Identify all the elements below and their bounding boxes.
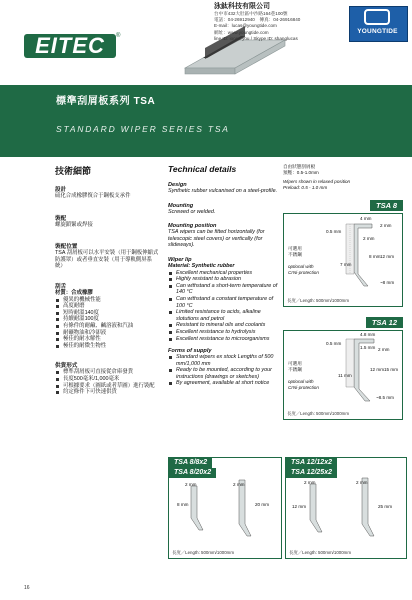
tsa8-8x2-label: TSA 8/8x2 — [169, 458, 212, 468]
registered-mark: ® — [116, 33, 121, 39]
design-text-cn: 硫化合成橡膠復合于鋼板支承件 — [55, 193, 131, 199]
position-text-en: TSA wipers can be fitted horizontally (for telescopic steel covers) or vertically (for slideways). — [168, 229, 265, 249]
dim: 7 mm — [340, 262, 352, 267]
cnc-cn-2: 不銹鋼 — [288, 252, 302, 257]
im-ids: line ID: iooseryou / Skype ID: shanglucas — [214, 35, 298, 41]
dim: 2 mm — [233, 482, 245, 487]
column-chinese — [55, 164, 160, 396]
tsa8-label: TSA 8 — [370, 200, 403, 211]
length-tsa8: 長度／Length: 500mm/1000mm — [287, 298, 349, 303]
phone-fax: 電話：04-26912940 傳真：04-26916840 — [214, 17, 301, 23]
list-item: Can withstand a short-term temperature of 140 °C — [168, 283, 280, 296]
length-tsa12: 長度／Length: 500mm/1000mm — [287, 411, 349, 416]
list-item: Excellent resistance to hydrolysis — [168, 329, 280, 336]
list-item: 極佳的耐微生物性 — [55, 343, 160, 350]
lip-heading-cn: 刮舌 — [55, 283, 67, 290]
dim: 25 mm — [378, 504, 393, 509]
dim: 20 mm — [255, 502, 270, 507]
supply-list-cn — [55, 369, 160, 395]
dim: 2 mm — [363, 236, 375, 241]
list-item: Standard wipers ex stock Lengths of 500 mm/1,000 mm — [168, 354, 280, 367]
dim: 2 mm — [304, 480, 316, 485]
lip-list-cn — [55, 297, 160, 350]
list-item: Resistant to mineral oils and coolants — [168, 322, 280, 329]
youngtide-mark-icon — [364, 9, 390, 25]
list-item: 短時耐溫140度 — [55, 310, 160, 317]
note-cn-2: 預壓：0.5-1.0mm — [283, 170, 319, 175]
list-item: Highly resistant to abrasion — [168, 276, 280, 283]
contact-block — [214, 3, 348, 42]
lip-heading-en: Wiper lip — [168, 256, 192, 263]
dim: ~8.5 mm — [376, 395, 394, 400]
youngtide-label: YOUNGTIDE — [357, 28, 398, 35]
dim: 2 mm — [356, 480, 368, 485]
list-item: 耐礦物油和冷卻液 — [55, 330, 160, 337]
page-number: 16 — [24, 585, 30, 591]
list-item: 有條件的耐鹼、鹹溶液和汽油 — [55, 323, 160, 330]
tsa8-panel — [283, 213, 403, 307]
dim: 2 mm — [185, 482, 197, 487]
website[interactable]: 網址：www.youngtide.com — [214, 29, 269, 35]
supply-heading-cn: 供貨形式 — [55, 363, 78, 370]
list-item: Can withstand a constant temperature of 100 °C — [168, 296, 280, 309]
note-cn-1: 自由狀態刮屑板 — [283, 164, 316, 169]
dim: 0.5 mm — [326, 229, 342, 234]
length-bottom-left: 長度／Length: 500mm/1000mm — [172, 550, 234, 555]
tsa12-panel — [283, 330, 403, 420]
dim: 12 mm — [370, 367, 385, 372]
design-heading-en: Design — [168, 182, 187, 188]
column-drawings — [283, 164, 407, 420]
position-heading-cn: 裝配位置 — [55, 244, 78, 251]
lip-material-en: Material: Synthetic rubber — [168, 262, 235, 269]
title-en: STANDARD WIPER SERIES TSA — [56, 124, 230, 134]
lip-material-cn: 材質：合成橡膠 — [55, 289, 93, 296]
mounting-heading-en: Mounting — [168, 202, 194, 209]
tsa12-label: TSA 12 — [366, 317, 403, 328]
heading-cn: 技術細節 — [55, 166, 92, 176]
company-name: 泳鈦科技有限公司 — [214, 3, 270, 10]
heading-en: Technical details — [168, 164, 237, 174]
title-cn: 標準刮屑板系列 TSA — [56, 96, 156, 107]
list-item: Excellent resistance to microorganisms — [168, 336, 280, 343]
cnc-en-2: CrNi-protection — [288, 270, 319, 275]
cnc-en: optional with — [288, 379, 314, 384]
list-item: By agreement, available at short notice — [168, 380, 280, 387]
list-item: 可根據要求（圖紙或者草圖）進行裝配 — [55, 383, 160, 390]
column-english — [168, 164, 280, 387]
forms-heading-en: Forms of supply — [168, 348, 212, 355]
eitec-logo: EITEC — [24, 34, 116, 58]
cnc-cn: 可選用 — [288, 246, 302, 251]
dim: 0.5 mm — [326, 341, 342, 346]
dim: 11 mm — [338, 373, 352, 378]
dim: 1.5 mm — [360, 345, 376, 350]
dim: 2 mm — [380, 223, 392, 228]
address: 台中市432大肚區中沙路164巷100號 — [214, 11, 288, 16]
list-item: 約定條件下可快速供貨 — [55, 389, 160, 396]
dim: 8 mm — [369, 254, 381, 259]
cnc-cn-2: 不銹鋼 — [288, 367, 302, 372]
cnc-en: optional with — [288, 264, 314, 269]
lip-list-en — [168, 270, 280, 343]
tsa12-variants-panel — [285, 457, 407, 559]
tsa12-12x2-label: TSA 12/12x2 — [286, 458, 337, 468]
dim: 2 mm — [378, 347, 390, 352]
dim: 8 mm — [177, 502, 189, 507]
list-item: 優異的機械性能 — [55, 297, 160, 304]
dim: 12 mm — [380, 254, 395, 259]
list-item: 長度500毫米/1,000毫米 — [55, 376, 160, 383]
cnc-en-2: CrNi-protection — [288, 385, 319, 390]
cnc-cn: 可選用 — [288, 361, 302, 366]
dim: ~8 mm — [380, 280, 395, 285]
list-item: 高度耐磨 — [55, 303, 160, 310]
tsa8-variants-panel — [168, 457, 282, 559]
list-item: 持續耐溫100度 — [55, 316, 160, 323]
mounting-text-en: Screwed or welded. — [168, 208, 216, 215]
length-bottom-right: 長度／Length: 500mm/1000mm — [289, 550, 351, 555]
list-item: 標準刮屑板可直接從倉庫發貨 — [55, 369, 160, 376]
dim: 12 mm — [292, 504, 307, 509]
list-item: Ready to be mounted, according to your instructions (drawings or sketches) — [168, 367, 280, 380]
mounting-heading-cn: 裝配 — [55, 215, 67, 222]
list-item: 極佳的耐水解性 — [55, 336, 160, 343]
email[interactable]: E-mail：lucas@youngtide.com — [214, 23, 277, 29]
dim: 4 mm — [360, 216, 372, 221]
design-text-en: Synthetic rubber vulcanised on a steel-profile. — [168, 188, 278, 194]
position-text-cn: TSA 刮屑板可以水平安裝（用于鋼板伸縮式防護罩）或者垂直安裝（用于導軌側屏系統） — [55, 250, 159, 270]
design-heading-cn: 設計 — [55, 187, 67, 193]
list-item: Limited resistance to acids, alkaline slotutions and petrol — [168, 309, 280, 322]
dim: 15 mm — [384, 367, 399, 372]
forms-list-en — [168, 354, 280, 387]
note-en-1: Wipers shown in relaxed position — [283, 179, 351, 184]
dim: 4.8 mm — [360, 332, 376, 337]
tsa8-20x2-label: TSA 8/20x2 — [169, 468, 216, 478]
note-en-2: Preload: 0.5 - 1.0 mm — [283, 185, 328, 190]
list-item: Excellent mechanical properties — [168, 270, 280, 277]
position-heading-en: Mounting position — [168, 223, 217, 230]
mounting-text-cn: 螺旋鎖緊或焊接 — [55, 221, 93, 228]
tsa12-25x2-label: TSA 12/25x2 — [286, 468, 337, 478]
